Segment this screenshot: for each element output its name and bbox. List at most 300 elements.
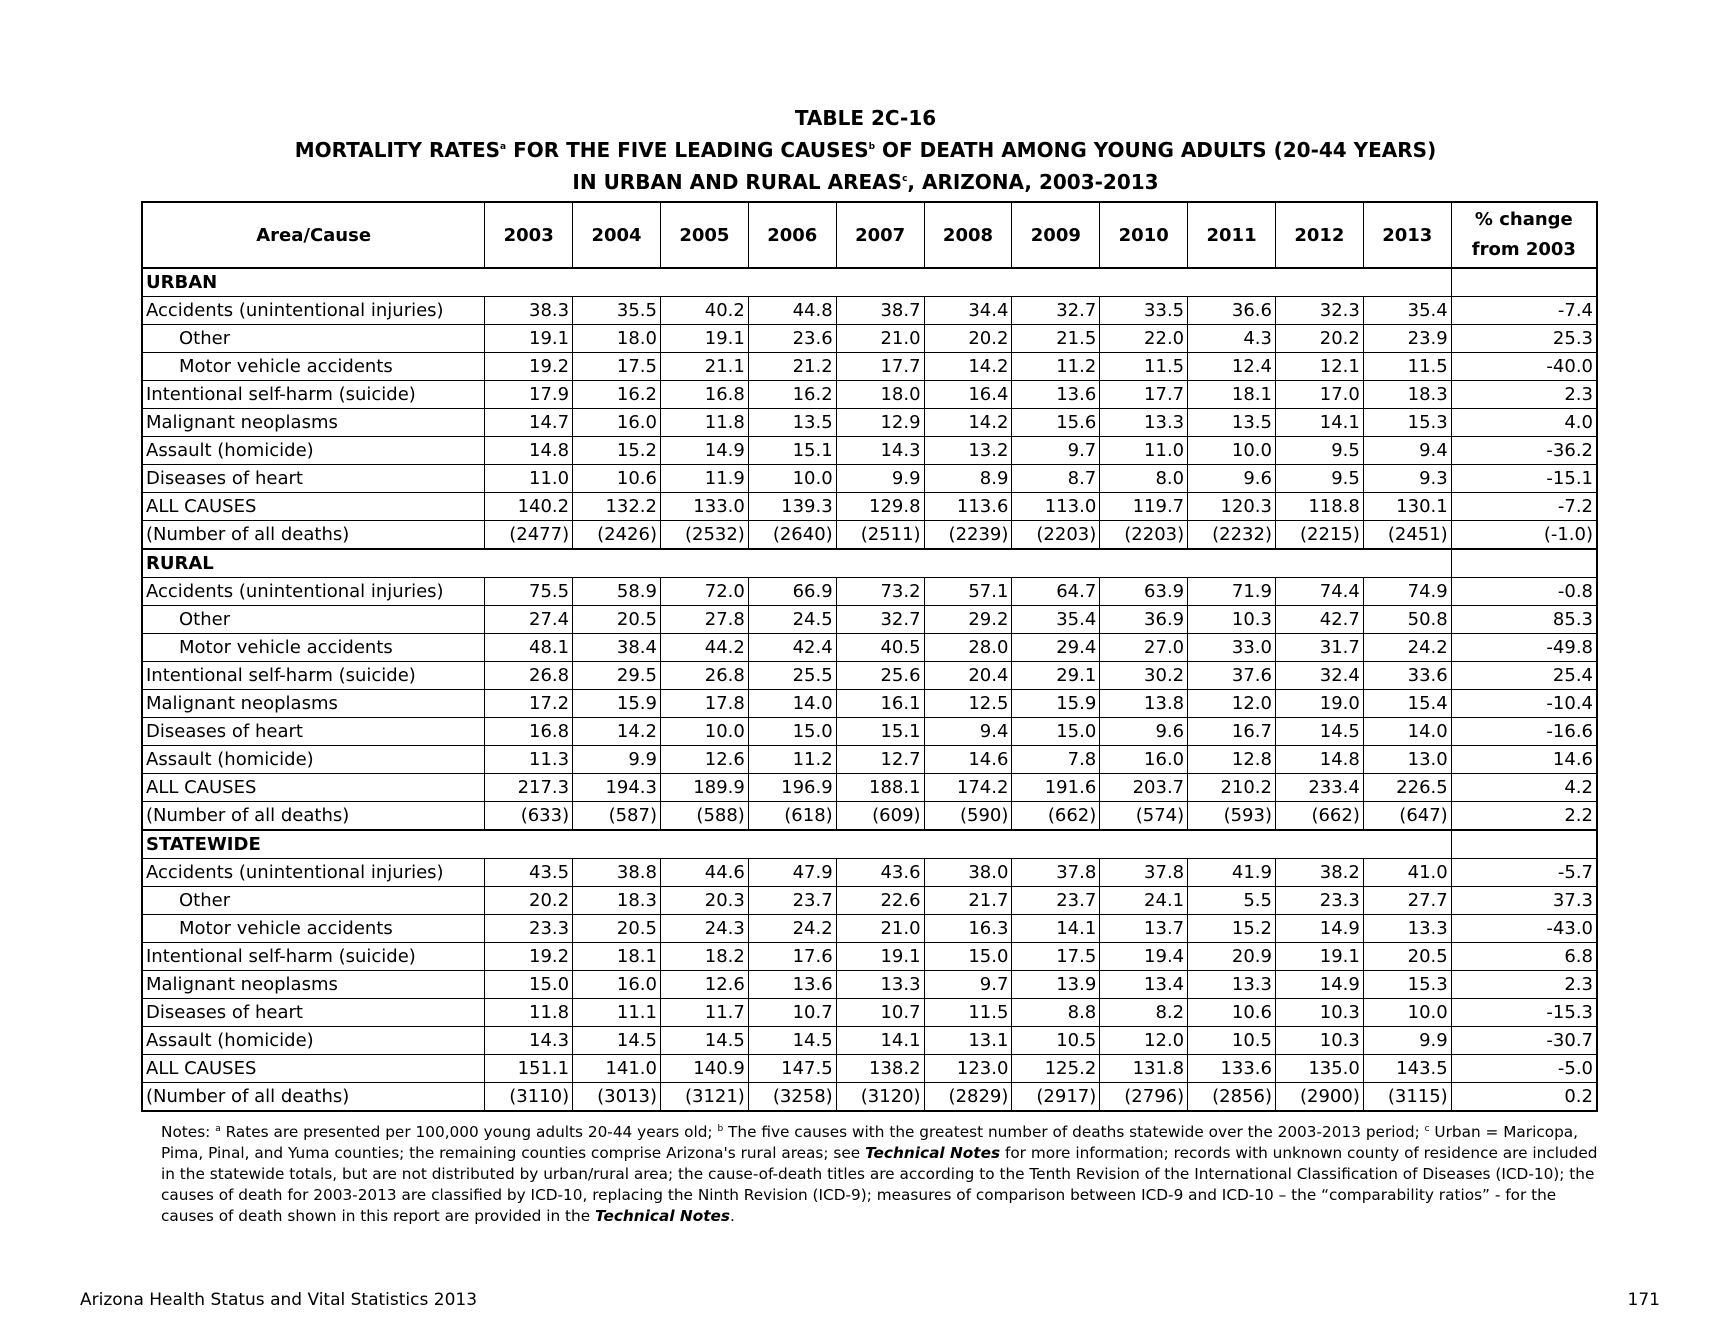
rate-cell: 41.9	[1188, 859, 1276, 887]
rate-cell: 17.7	[1100, 381, 1188, 409]
rate-cell: (2511)	[836, 521, 924, 550]
rate-cell: 37.8	[1100, 859, 1188, 887]
rate-cell: 11.8	[485, 999, 573, 1027]
rate-cell: 129.8	[836, 493, 924, 521]
rate-cell: 11.0	[485, 465, 573, 493]
section-label: STATEWIDE	[142, 830, 1451, 859]
rate-cell: 72.0	[660, 578, 748, 606]
table-row	[142, 887, 1597, 915]
rate-cell: 15.9	[573, 690, 661, 718]
rate-cell: 10.3	[1188, 606, 1276, 634]
rate-cell: 31.7	[1275, 634, 1363, 662]
percent-change-cell: 4.2	[1451, 774, 1597, 802]
rate-cell: 18.3	[1363, 381, 1451, 409]
rate-cell: 35.4	[1012, 606, 1100, 634]
rate-cell: 15.1	[836, 718, 924, 746]
rate-cell: 113.0	[1012, 493, 1100, 521]
rate-cell: 14.7	[485, 409, 573, 437]
percent-change-cell: 37.3	[1451, 887, 1597, 915]
rate-cell: 38.7	[836, 297, 924, 325]
rate-cell: 40.5	[836, 634, 924, 662]
rate-cell: 143.5	[1363, 1055, 1451, 1083]
rate-cell: 138.2	[836, 1055, 924, 1083]
rate-cell: 15.3	[1363, 971, 1451, 999]
rate-cell: 11.8	[660, 409, 748, 437]
section-label: RURAL	[142, 549, 1451, 578]
rate-cell: 189.9	[660, 774, 748, 802]
rate-cell: 15.1	[748, 437, 836, 465]
rate-cell: 10.6	[1188, 999, 1276, 1027]
rate-cell: 188.1	[836, 774, 924, 802]
rate-cell: 17.7	[836, 353, 924, 381]
percent-change-cell: 4.0	[1451, 409, 1597, 437]
rate-cell: 18.0	[836, 381, 924, 409]
rate-cell: 132.2	[573, 493, 661, 521]
percent-change-cell: 0.2	[1451, 1083, 1597, 1112]
rate-cell: 66.9	[748, 578, 836, 606]
cause-label: Diseases of heart	[142, 999, 485, 1027]
rate-cell: 16.0	[573, 409, 661, 437]
section-statewide	[142, 830, 1597, 1111]
rate-cell: 21.2	[748, 353, 836, 381]
rate-cell: 10.7	[836, 999, 924, 1027]
rate-cell: 13.7	[1100, 915, 1188, 943]
rate-cell: 125.2	[1012, 1055, 1100, 1083]
rate-cell: 33.5	[1100, 297, 1188, 325]
rate-cell: 26.8	[485, 662, 573, 690]
header-year: 2010	[1100, 202, 1188, 268]
section-blank-cell	[1451, 268, 1597, 297]
table-notes: Notes: $^a$ Rates are presented per 100,000 young adults 20-44 years old; $^b$ The five causes with the greatest number of deaths statewide over the 2003-2013 period; $^c$ Urban = Maricopa, Pima, Pinal, and Yuma counties; the remaining counties comprise Arizona's rural areas; see Technical Notes for more information; records with unknown county of residence are included in the statewide totals, but are not distributed by urban/rural area; the cause-of-death titles are according to the Tenth Revision of the International Classification of Diseases (ICD-10); the causes of death for 2003-2013 are classified by ICD-10, replacing the Ninth Revision (ICD-9); measures of comparison between ICD-9 and ICD-10 – the “comparability ratios” - for the causes of death shown in this report are provided in the Technical Notes.	[161, 1123, 1598, 1225]
rate-cell: 14.1	[1012, 915, 1100, 943]
table-row	[142, 634, 1597, 662]
rate-cell: 20.5	[573, 915, 661, 943]
rate-cell: 19.1	[836, 943, 924, 971]
cause-label: Malignant neoplasms	[142, 409, 485, 437]
rate-cell: 29.1	[1012, 662, 1100, 690]
header-percent-change: % change from 2003	[1451, 202, 1597, 268]
rate-cell: 15.4	[1363, 690, 1451, 718]
rate-cell: (2532)	[660, 521, 748, 550]
rate-cell: 24.2	[1363, 634, 1451, 662]
rate-cell: 30.2	[1100, 662, 1188, 690]
percent-change-cell: 2.3	[1451, 381, 1597, 409]
rate-cell: 37.8	[1012, 859, 1100, 887]
rate-cell: (593)	[1188, 802, 1276, 831]
rate-cell: 35.4	[1363, 297, 1451, 325]
cause-label: (Number of all deaths)	[142, 802, 485, 831]
section-blank-cell	[1451, 830, 1597, 859]
rate-cell: 47.9	[748, 859, 836, 887]
rate-cell: 131.8	[1100, 1055, 1188, 1083]
rate-cell: 19.1	[660, 325, 748, 353]
rate-cell: 14.3	[836, 437, 924, 465]
rate-cell: 151.1	[485, 1055, 573, 1083]
rate-cell: 8.8	[1012, 999, 1100, 1027]
rate-cell: 12.5	[924, 690, 1012, 718]
rate-cell: 14.8	[485, 437, 573, 465]
rate-cell: 191.6	[1012, 774, 1100, 802]
cause-label: Intentional self-harm (suicide)	[142, 943, 485, 971]
rate-cell: 13.0	[1363, 746, 1451, 774]
rate-cell: (3110)	[485, 1083, 573, 1112]
rate-cell: 19.2	[485, 943, 573, 971]
rate-cell: 23.7	[1012, 887, 1100, 915]
rate-cell: 44.2	[660, 634, 748, 662]
cause-label: Accidents (unintentional injuries)	[142, 578, 485, 606]
header-year: 2012	[1275, 202, 1363, 268]
rate-cell: 9.3	[1363, 465, 1451, 493]
section-header-row	[142, 268, 1597, 297]
rate-cell: 20.5	[573, 606, 661, 634]
rate-cell: 14.2	[924, 353, 1012, 381]
rate-cell: 8.7	[1012, 465, 1100, 493]
rate-cell: 203.7	[1100, 774, 1188, 802]
rate-cell: 24.5	[748, 606, 836, 634]
rate-cell: 11.5	[1363, 353, 1451, 381]
rate-cell: (2829)	[924, 1083, 1012, 1112]
cause-label: Assault (homicide)	[142, 746, 485, 774]
rate-cell: 14.1	[836, 1027, 924, 1055]
rate-cell: 13.5	[1188, 409, 1276, 437]
rate-cell: 12.6	[660, 746, 748, 774]
rate-cell: 64.7	[1012, 578, 1100, 606]
rate-cell: 18.3	[573, 887, 661, 915]
rate-cell: 38.0	[924, 859, 1012, 887]
table-row	[142, 606, 1597, 634]
header-year: 2013	[1363, 202, 1451, 268]
rate-cell: 15.2	[573, 437, 661, 465]
rate-cell: 18.1	[1188, 381, 1276, 409]
rate-cell: 19.1	[1275, 943, 1363, 971]
rate-cell: 71.9	[1188, 578, 1276, 606]
rate-cell: 33.0	[1188, 634, 1276, 662]
cause-label: ALL CAUSES	[142, 774, 485, 802]
rate-cell: 10.3	[1275, 999, 1363, 1027]
table-row	[142, 437, 1597, 465]
rate-cell: 20.4	[924, 662, 1012, 690]
rate-cell: 15.0	[924, 943, 1012, 971]
percent-change-cell: -36.2	[1451, 437, 1597, 465]
rate-cell: 10.0	[748, 465, 836, 493]
cause-label: Assault (homicide)	[142, 437, 485, 465]
rate-cell: 196.9	[748, 774, 836, 802]
section-blank-cell	[1451, 549, 1597, 578]
rate-cell: 174.2	[924, 774, 1012, 802]
header-row	[142, 202, 1597, 268]
rate-cell: 8.9	[924, 465, 1012, 493]
rate-cell: 12.8	[1188, 746, 1276, 774]
rate-cell: 14.5	[573, 1027, 661, 1055]
rate-cell: 17.2	[485, 690, 573, 718]
table-row	[142, 859, 1597, 887]
rate-cell: 23.6	[748, 325, 836, 353]
technical-notes-reference: Technical Notes	[865, 1144, 1001, 1162]
table-row	[142, 409, 1597, 437]
rate-cell: 20.9	[1188, 943, 1276, 971]
cause-label: Malignant neoplasms	[142, 971, 485, 999]
rate-cell: 63.9	[1100, 578, 1188, 606]
rate-cell: 13.5	[748, 409, 836, 437]
rate-cell: (2203)	[1012, 521, 1100, 550]
rate-cell: 12.7	[836, 746, 924, 774]
rate-cell: 14.8	[1275, 746, 1363, 774]
header-year: 2008	[924, 202, 1012, 268]
rate-cell: 27.7	[1363, 887, 1451, 915]
percent-change-cell: -5.0	[1451, 1055, 1597, 1083]
rate-cell: (3121)	[660, 1083, 748, 1112]
percent-change-cell: 14.6	[1451, 746, 1597, 774]
rate-cell: 14.1	[1275, 409, 1363, 437]
percent-change-cell: -10.4	[1451, 690, 1597, 718]
table-row	[142, 746, 1597, 774]
rate-cell: 32.7	[836, 606, 924, 634]
rate-cell: 11.9	[660, 465, 748, 493]
rate-cell: (3013)	[573, 1083, 661, 1112]
cause-label: ALL CAUSES	[142, 1055, 485, 1083]
table-row	[142, 774, 1597, 802]
rate-cell: 23.7	[748, 887, 836, 915]
rate-cell: 23.3	[1275, 887, 1363, 915]
rate-cell: 147.5	[748, 1055, 836, 1083]
rate-cell: (2451)	[1363, 521, 1451, 550]
rate-cell: (2856)	[1188, 1083, 1276, 1112]
rate-cell: (662)	[1012, 802, 1100, 831]
rate-cell: 11.5	[1100, 353, 1188, 381]
rate-cell: 13.6	[748, 971, 836, 999]
rate-cell: 24.3	[660, 915, 748, 943]
rate-cell: (2203)	[1100, 521, 1188, 550]
rate-cell: 14.9	[1275, 971, 1363, 999]
rate-cell: 9.6	[1188, 465, 1276, 493]
rate-cell: 12.6	[660, 971, 748, 999]
cause-label: Malignant neoplasms	[142, 690, 485, 718]
rate-cell: 11.3	[485, 746, 573, 774]
percent-change-cell: 2.2	[1451, 802, 1597, 831]
percent-change-cell: 6.8	[1451, 943, 1597, 971]
rate-cell: 9.9	[1363, 1027, 1451, 1055]
rate-cell: 21.0	[836, 325, 924, 353]
rate-cell: 20.5	[1363, 943, 1451, 971]
rate-cell: 7.8	[1012, 746, 1100, 774]
header-area-cause: Area/Cause	[142, 202, 485, 268]
table-row	[142, 353, 1597, 381]
rate-cell: (2239)	[924, 521, 1012, 550]
rate-cell: 10.0	[1363, 999, 1451, 1027]
rate-cell: (2477)	[485, 521, 573, 550]
cause-label: ALL CAUSES	[142, 493, 485, 521]
rate-cell: 118.8	[1275, 493, 1363, 521]
rate-cell: 25.6	[836, 662, 924, 690]
rate-cell: 14.0	[748, 690, 836, 718]
table-row	[142, 493, 1597, 521]
table-row	[142, 718, 1597, 746]
rate-cell: 28.0	[924, 634, 1012, 662]
table-row	[142, 971, 1597, 999]
section-header-row	[142, 830, 1597, 859]
rate-cell: (588)	[660, 802, 748, 831]
rate-cell: 17.6	[748, 943, 836, 971]
cause-label: Accidents (unintentional injuries)	[142, 297, 485, 325]
cause-label: Intentional self-harm (suicide)	[142, 381, 485, 409]
rate-cell: (618)	[748, 802, 836, 831]
rate-cell: 13.3	[1100, 409, 1188, 437]
table-row	[142, 662, 1597, 690]
table-row	[142, 521, 1597, 550]
rate-cell: 21.0	[836, 915, 924, 943]
rate-cell: 9.4	[924, 718, 1012, 746]
table-row	[142, 690, 1597, 718]
rate-cell: 32.4	[1275, 662, 1363, 690]
rate-cell: 9.7	[924, 971, 1012, 999]
percent-change-cell: -15.1	[1451, 465, 1597, 493]
rate-cell: (3258)	[748, 1083, 836, 1112]
rate-cell: 13.9	[1012, 971, 1100, 999]
rate-cell: 41.0	[1363, 859, 1451, 887]
rate-cell: (2917)	[1012, 1083, 1100, 1112]
cause-label: Motor vehicle accidents	[142, 634, 485, 662]
rate-cell: 15.6	[1012, 409, 1100, 437]
cause-label: Assault (homicide)	[142, 1027, 485, 1055]
rate-cell: 25.5	[748, 662, 836, 690]
percent-change-cell: -7.2	[1451, 493, 1597, 521]
rate-cell: 50.8	[1363, 606, 1451, 634]
rate-cell: 12.1	[1275, 353, 1363, 381]
rate-cell: 133.0	[660, 493, 748, 521]
rate-cell: (2900)	[1275, 1083, 1363, 1112]
rate-cell: 20.3	[660, 887, 748, 915]
cause-label: Motor vehicle accidents	[142, 353, 485, 381]
rate-cell: 10.0	[660, 718, 748, 746]
table-row	[142, 297, 1597, 325]
rate-cell: 36.9	[1100, 606, 1188, 634]
header-year: 2005	[660, 202, 748, 268]
rate-cell: 27.8	[660, 606, 748, 634]
rate-cell: 16.4	[924, 381, 1012, 409]
rate-cell: 11.5	[924, 999, 1012, 1027]
rate-cell: 17.5	[1012, 943, 1100, 971]
rate-cell: 15.3	[1363, 409, 1451, 437]
rate-cell: (2640)	[748, 521, 836, 550]
rate-cell: 27.4	[485, 606, 573, 634]
rate-cell: 58.9	[573, 578, 661, 606]
rate-cell: 13.6	[1012, 381, 1100, 409]
percent-change-cell: 85.3	[1451, 606, 1597, 634]
rate-cell: 18.0	[573, 325, 661, 353]
rate-cell: (2796)	[1100, 1083, 1188, 1112]
percent-change-cell: 2.3	[1451, 971, 1597, 999]
rate-cell: 21.1	[660, 353, 748, 381]
cause-label: Accidents (unintentional injuries)	[142, 859, 485, 887]
percent-change-cell: 25.3	[1451, 325, 1597, 353]
rate-cell: 10.3	[1275, 1027, 1363, 1055]
rate-cell: 23.3	[485, 915, 573, 943]
rate-cell: 21.7	[924, 887, 1012, 915]
rate-cell: 29.5	[573, 662, 661, 690]
rate-cell: 13.3	[1188, 971, 1276, 999]
rate-cell: 5.5	[1188, 887, 1276, 915]
cause-label: Other	[142, 606, 485, 634]
rate-cell: (574)	[1100, 802, 1188, 831]
rate-cell: 33.6	[1363, 662, 1451, 690]
table-title-line-3: IN URBAN AND RURAL AREAS$^c$, ARIZONA, 2003-2013	[572, 170, 1159, 194]
rate-cell: 120.3	[1188, 493, 1276, 521]
rate-cell: 10.5	[1188, 1027, 1276, 1055]
header-year: 2003	[485, 202, 573, 268]
rate-cell: 23.9	[1363, 325, 1451, 353]
rate-cell: 14.2	[573, 718, 661, 746]
rate-cell: (3120)	[836, 1083, 924, 1112]
percent-change-cell: -49.8	[1451, 634, 1597, 662]
rate-cell: 9.7	[1012, 437, 1100, 465]
table-row	[142, 1055, 1597, 1083]
rate-cell: 19.4	[1100, 943, 1188, 971]
rate-cell: 17.5	[573, 353, 661, 381]
rate-cell: 15.0	[1012, 718, 1100, 746]
rate-cell: 26.8	[660, 662, 748, 690]
rate-cell: 19.0	[1275, 690, 1363, 718]
rate-cell: 16.0	[573, 971, 661, 999]
rate-cell: 24.1	[1100, 887, 1188, 915]
rate-cell: 123.0	[924, 1055, 1012, 1083]
rate-cell: 14.5	[1275, 718, 1363, 746]
rate-cell: 15.0	[485, 971, 573, 999]
rate-cell: 13.1	[924, 1027, 1012, 1055]
rate-cell: 22.6	[836, 887, 924, 915]
rate-cell: 141.0	[573, 1055, 661, 1083]
percent-change-cell: -15.3	[1451, 999, 1597, 1027]
rate-cell: 13.8	[1100, 690, 1188, 718]
rate-cell: (2215)	[1275, 521, 1363, 550]
rate-cell: 38.2	[1275, 859, 1363, 887]
rate-cell: 43.6	[836, 859, 924, 887]
rate-cell: 10.7	[748, 999, 836, 1027]
cause-label: (Number of all deaths)	[142, 1083, 485, 1112]
percent-change-cell: -30.7	[1451, 1027, 1597, 1055]
rate-cell: 9.6	[1100, 718, 1188, 746]
rate-cell: 13.2	[924, 437, 1012, 465]
mortality-table	[141, 201, 1598, 1112]
percent-change-cell: -40.0	[1451, 353, 1597, 381]
rate-cell: 12.9	[836, 409, 924, 437]
rate-cell: 57.1	[924, 578, 1012, 606]
rate-cell: (3115)	[1363, 1083, 1451, 1112]
rate-cell: 13.4	[1100, 971, 1188, 999]
rate-cell: 21.5	[1012, 325, 1100, 353]
rate-cell: 18.1	[573, 943, 661, 971]
section-rural	[142, 549, 1597, 830]
rate-cell: 38.4	[573, 634, 661, 662]
rate-cell: 48.1	[485, 634, 573, 662]
table-row	[142, 1083, 1597, 1112]
header-year: 2007	[836, 202, 924, 268]
rate-cell: 42.7	[1275, 606, 1363, 634]
rate-cell: 16.8	[660, 381, 748, 409]
rate-cell: 44.8	[748, 297, 836, 325]
rate-cell: 194.3	[573, 774, 661, 802]
rate-cell: 34.4	[924, 297, 1012, 325]
rate-cell: 119.7	[1100, 493, 1188, 521]
table-row	[142, 465, 1597, 493]
rate-cell: 38.8	[573, 859, 661, 887]
rate-cell: 24.2	[748, 915, 836, 943]
rate-cell: 15.0	[748, 718, 836, 746]
rate-cell: 37.6	[1188, 662, 1276, 690]
rate-cell: 32.7	[1012, 297, 1100, 325]
rate-cell: (609)	[836, 802, 924, 831]
percent-change-cell: -7.4	[1451, 297, 1597, 325]
rate-cell: 16.0	[1100, 746, 1188, 774]
